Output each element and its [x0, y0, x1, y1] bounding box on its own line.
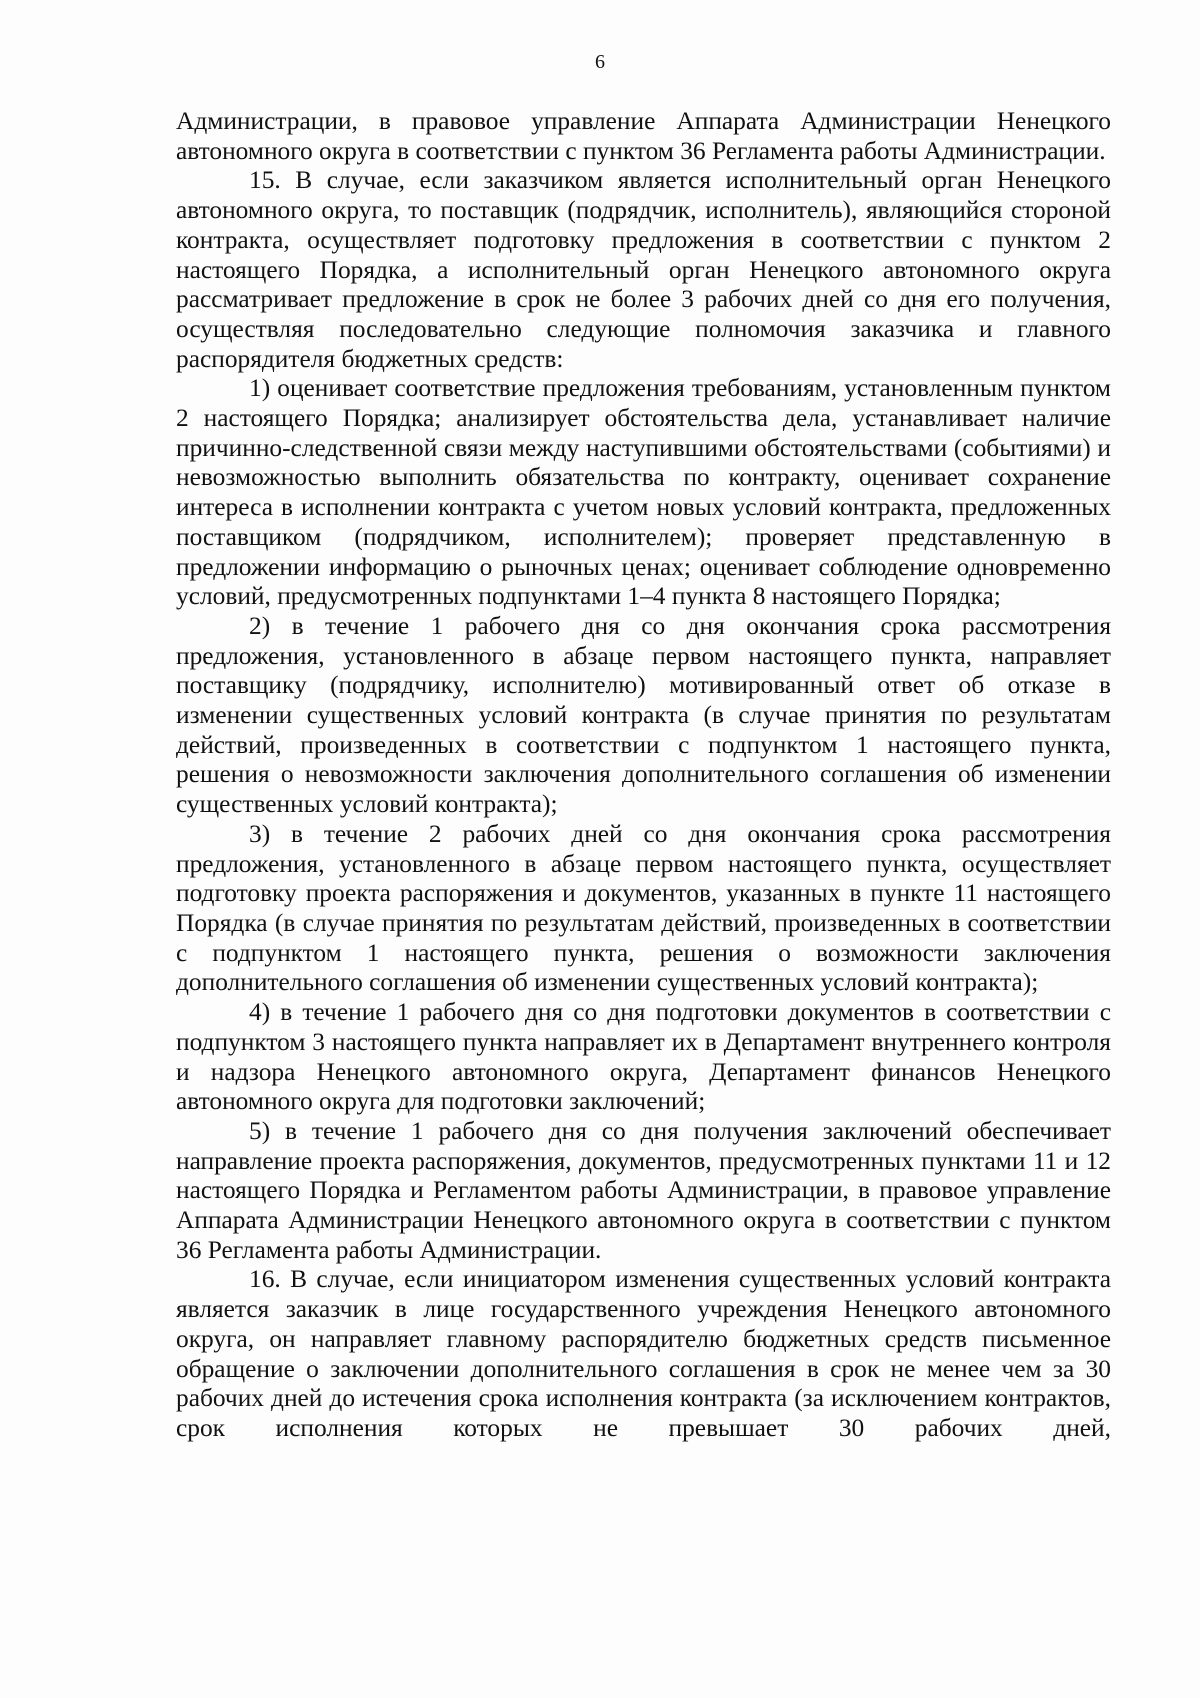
document-body [176, 107, 1111, 1444]
paragraph-subitem-5: 5) в течение 1 рабочего дня со дня получения заключений обеспечивает направление проекта распоряжения, документов, предусмотренных пунктами 11 и 12 настоящего Порядка и Регламентом работы Администрации, в правовое управление Аппарата Администрации Ненецкого автономного округа в соответствии с пунктом 36 Регламента работы Администрации. [176, 1116, 1111, 1264]
paragraph-subitem-2: 2) в течение 1 рабочего дня со дня окончания срока рассмотрения предложения, установленного в абзаце первом настоящего пункта, направляет поставщику (подрядчику, исполнителю) мотивированный ответ об отказе в изменении существенных условий контракта (в случае принятия по результатам действий, произведенных в соответствии с подпунктом 1 настоящего пункта, решения о невозможности заключения дополнительного соглашения об изменении существенных условий контракта); [176, 611, 1111, 819]
paragraph-item-16: 16. В случае, если инициатором изменения существенных условий контракта является заказчик в лице государственного учреждения Ненецкого автономного округа, он направляет главному распорядителю бюджетных средств письменное обращение о заключении дополнительного соглашения в срок не менее чем за 30 рабочих дней до истечения срока исполнения контракта (за исключением контрактов, срок исполнения которых не превышает 30 рабочих дней, [176, 1265, 1111, 1442]
paragraph-subitem-3: 3) в течение 2 рабочих дней со дня окончания срока рассмотрения предложения, установленного в абзаце первом настоящего пункта, осуществляет подготовку проекта распоряжения и документов, указанных в пункте 11 настоящего Порядка (в случае принятия по результатам действий, произведенных в соответствии с подпунктом 1 настоящего пункта, решения о возможности заключения дополнительного соглашения об изменении существенных условий контракта); [176, 819, 1111, 997]
page-number: 6 [595, 51, 605, 73]
paragraph-subitem-1: 1) оценивает соответствие предложения требованиям, установленным пунктом 2 настоящего Порядка; анализирует обстоятельства дела, устанавливает наличие причинно-следственной связи между наступившими обстоятельствами (событиями) и невозможностью выполнить обязательства по контракту, оценивает сохранение интереса в исполнении контракта с учетом новых условий контракта, предложенных поставщиком (подрядчиком, исполнителем); проверяет представленную в предложении информацию о рыночных ценах; оценивает соблюдение одновременно условий, предусмотренных подпунктами 1–4 пункта 8 настоящего Порядка; [176, 374, 1111, 611]
paragraph-subitem-4: 4) в течение 1 рабочего дня со дня подготовки документов в соответствии с подпунктом 3 настоящего пункта направляет их в Департамент внутреннего контроля и надзора Ненецкого автономного округа, Департамент финансов Ненецкого автономного округа для подготовки заключений; [176, 998, 1111, 1116]
paragraph-continuation: Администрации, в правовое управление Аппарата Администрации Ненецкого автономного округа в соответствии с пунктом 36 Регламента работы Администрации. [176, 107, 1111, 165]
paragraph-item-15: 15. В случае, если заказчиком является исполнительный орган Ненецкого автономного округа, то поставщик (подрядчик, исполнитель), являющийся стороной контракта, осуществляет подготовку предложения в соответствии с пунктом 2 настоящего Порядка, а исполнительный орган Ненецкого автономного округа рассматривает предложение в срок не более 3 рабочих дней со дня его получения, осуществляя последовательно следующие полномочия заказчика и главного распорядителя бюджетных средств: [176, 166, 1111, 373]
